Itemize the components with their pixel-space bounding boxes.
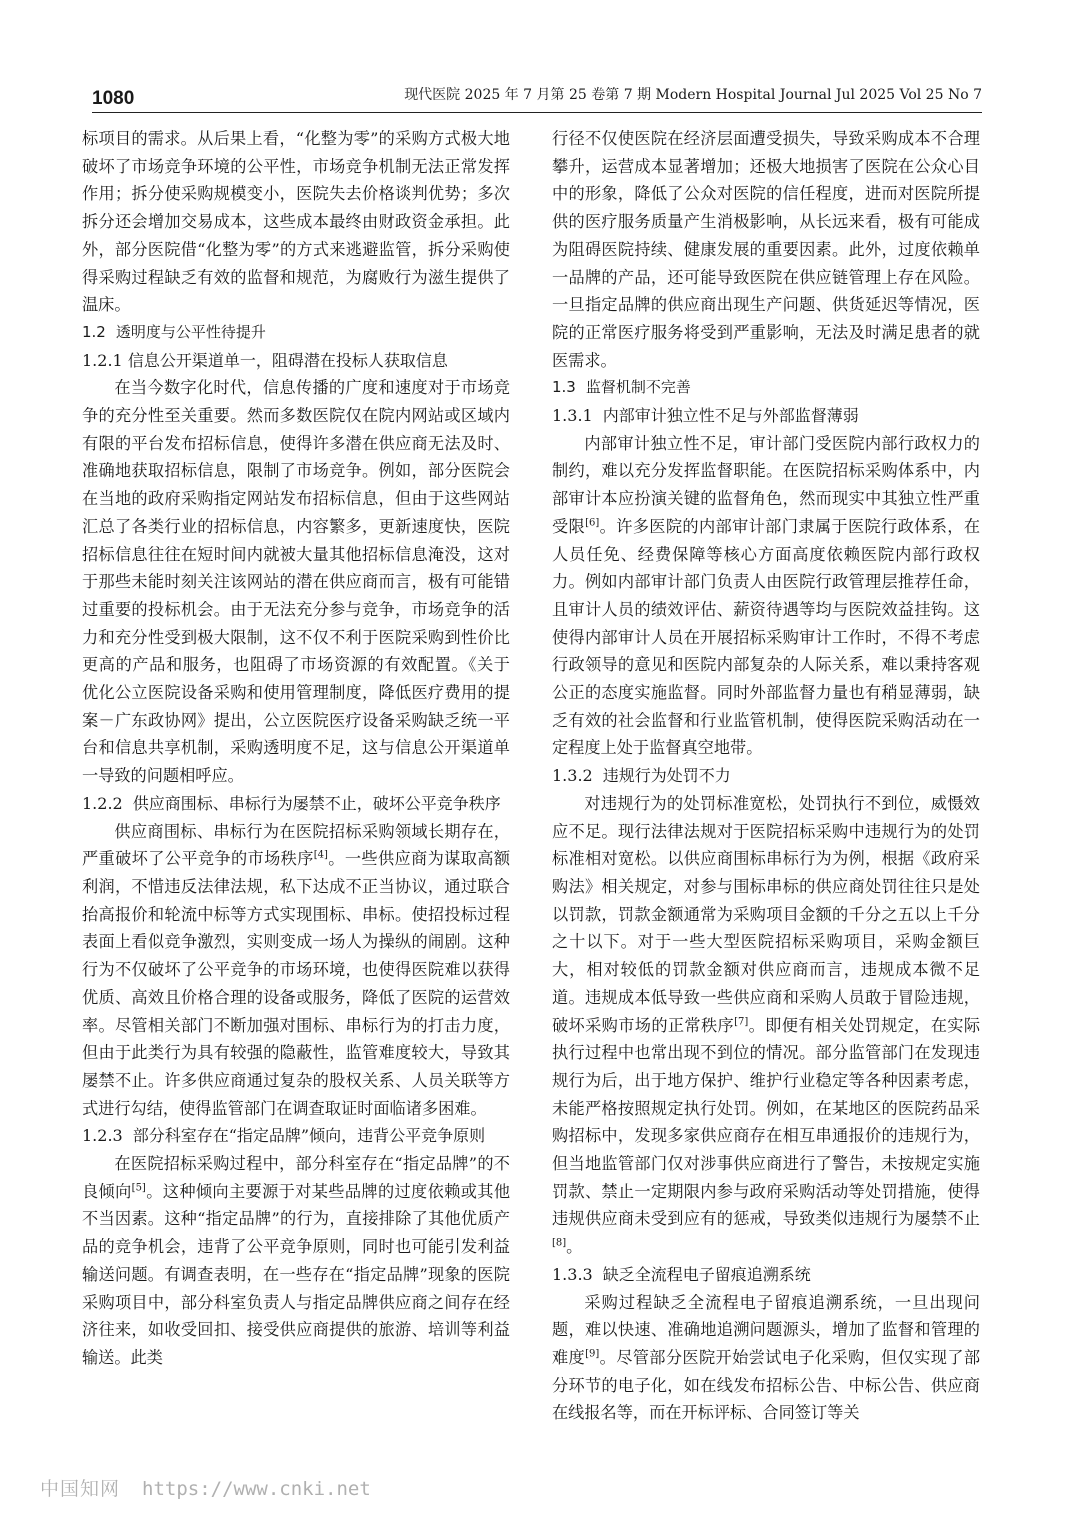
subsection-heading: 1.3.2 违规行为处罚不力 xyxy=(552,766,731,786)
paragraph: 标项目的需求。从后果上看，“化整为零”的采购方式极大地破坏了市场竞争环境的公平性，市场竞争机制无法正常发挥作用；拆分使采购规模变小，医院失去价格谈判优势；多次拆分还会增加交易成本，这些成本最终由财政资金承担。此外，部分医院借“化整为零”的方式来逃避监管，拆分采购使得采购过程缺乏有效的监督和规范，为腐败行为滋生提供了温床。 xyxy=(82,129,510,315)
paragraph: 内部审计独立性不足，审计部门受医院内部行政权力的制约，难以充分发挥监督职能。在医院招标采购体系中，内部审计本应扮演关键的监督角色，然而现实中其独立性严重受限[6]。许多医院的内部审计部门隶属于医院行政体系，在人员任免、经费保障等核心方面高度依赖医院内部行政权力。例如内部审计部门负责人由医院行政管理层推荐任命，且审计人员的绩效评估、薪资待遇等均与医院效益挂钩。这使得内部审计人员在开展招标采购审计工作时，不得不考虑行政领导的意见和医院内部复杂的人际关系，难以秉持客观公正的态度实施监督。同时外部监督力量也有稍显薄弱，缺乏有效的社会监督和行业监管机制，使得医院采购活动在一定程度上处于监督真空地带。 xyxy=(552,433,981,758)
paragraph: 在当今数字化时代，信息传播的广度和速度对于市场竞争的充分性至关重要。然而多数医院仅在院内网站或区域内有限的平台发布招标信息，使得许多潜在供应商无法及时、准确地获取招标信息，限制了市场竞争。例如，部分医院会在当地的政府采购指定网站发布招标信息，但由于这些网站汇总了各类行业的招标信息，内容繁多，更新速度快，医院招标信息往往在短时间内就被大量其他招标信息淹没，这对于那些未能时刻关注该网站的潜在供应商而言，极有可能错过重要的投标机会。由于无法充分参与竞争，市场竞争的活力和充分性受到极大限制，这不仅不利于医院采购到性价比更高的产品和服务，也阻碍了市场资源的有效配置。《关于优化公立医院设备采购和使用管理制度，降低医疗费用的提案－广东政协网》提出，公立医院医疗设备采购缺乏统一平台和信息共享机制，采购透明度不足，这与信息公开渠道单一导致的问题相呼应。 xyxy=(82,378,510,786)
running-head: 现代医院 2025 年 7 月第 25 卷第 7 期 Modern Hospital Journal Jul 2025 Vol 25 No 7 xyxy=(404,87,982,103)
citation: [8] xyxy=(552,1237,567,1249)
paragraph: 在医院招标采购过程中，部分科室存在“指定品牌”的不良倾向[5]。这种倾向主要源于对某些品牌的过度依赖或其他不当因素。这种“指定品牌”的行为，直接排除了其他优质产品的竞争机会，违背了公平竞争原则，同时也可能引发利益输送问题。有调查表明，在一些存在“指定品牌”现象的医院采购项目中，部分科室负责人与指定品牌供应商之间存在经济往来，如收受回扣、接受供应商提供的旅游、培训等利益输送。此类 xyxy=(82,1154,511,1367)
citation: [7] xyxy=(734,1016,749,1028)
subsection-heading: 1.3.1 内部审计独立性不足与外部监督薄弱 xyxy=(552,406,859,426)
footer-watermark xyxy=(40,1474,371,1501)
paragraph: 采购过程缺乏全流程电子留痕追溯系统，一旦出现问题，难以快速、准确地追溯问题源头，增加了监督和管理的难度[9]。尽管部分医院开始尝试电子化采购，但仅实现了部分环节的电子化，如在线发布招标公告、中标公告、供应商在线报名等，而在开标评标、合同签订等关 xyxy=(552,1292,981,1423)
section-heading: 1.2 透明度与公平性待提升 xyxy=(82,322,266,341)
page-number: 1080 xyxy=(92,88,135,109)
subsection-heading: 1.2.1 信息公开渠道单一，阻碍潜在投标人获取信息 xyxy=(82,350,448,370)
watermark-url: https://www.cnki.net xyxy=(142,1478,371,1500)
paragraph: 行径不仅使医院在经济层面遭受损失，导致采购成本不合理攀升，运营成本显著增加；还极大地损害了医院在公众心目中的形象，降低了公众对医院的信任程度，进而对医院所提供的医疗服务质量产生消极影响，从长远来看，极有可能成为阻碍医院持续、健康发展的重要因素。此外，过度依赖单一品牌的产品，还可能导致医院在供应链管理上存在风险。一旦指定品牌的供应商出现生产问题、供货延迟等情况，医院的正常医疗服务将受到严重影响，无法及时满足患者的就医需求。 xyxy=(552,129,980,370)
right-column xyxy=(552,125,980,1427)
citation: [9] xyxy=(585,1348,600,1360)
citation: [4] xyxy=(313,849,328,861)
watermark-logo-text: 中国知网 xyxy=(40,1478,121,1500)
header-rule xyxy=(92,112,982,113)
citation: [6] xyxy=(585,517,600,529)
subsection-heading: 1.3.3 缺乏全流程电子留痕追溯系统 xyxy=(552,1264,811,1284)
paragraph: 对违规行为的处罚标准宽松，处罚执行不到位，威慑效应不足。现行法律法规对于医院招标采购中违规行为的处罚标准相对宽松。以供应商围标串标行为为例，根据《政府采购法》相关规定，对参与围标串标的供应商处罚往往只是处以罚款，罚款金额通常为采购项目金额的千分之五以上千分之十以下。对于一些大型医院招标采购项目，采购金额巨大，相对较低的罚款金额对供应商而言，违规成本微不足道。违规成本低导致一些供应商和采购人员敢于冒险违规，破坏采购市场的正常秩序[7]。即便有相关处罚规定，在实际执行过程中也常出现不到位的情况。部分监管部门在发现违规行为后，出于地方保护、维护行业稳定等各种因素考虑，未能严格按照规定执行处罚。例如，在某地区的医院药品采购招标中，发现多家供应商存在相互串通报价的违规行为，但当地监管部门仅对涉事供应商进行了警告，未按规定实施罚款、禁止一定期限内参与政府采购活动等处罚措施，使得违规供应商未受到应有的惩戒，导致类似违规行为屡禁不止[8]。 xyxy=(552,793,981,1257)
left-column xyxy=(82,125,510,1372)
section-heading: 1.3 监督机制不完善 xyxy=(552,378,691,397)
citation: [5] xyxy=(131,1182,146,1194)
paragraph: 供应商围标、串标行为在医院招标采购领域长期存在，严重破坏了公平竞争的市场秩序[4]。一些供应商为谋取高额利润，不惜违反法律法规，私下达成不正当协议，通过联合抬高报价和轮流中标等方式实现围标、串标。使招投标过程表面上看似竞争激烈，实则变成一场人为操纵的闹剧。这种行为不仅破坏了公平竞争的市场环境，也使得医院难以获得优质、高效且价格合理的设备或服务，降低了医院的运营效率。尽管相关部门不断加强对围标、串标行为的打击力度，但由于此类行为具有较强的隐蔽性，监管难度较大，导致其屡禁不止。许多供应商通过复杂的股权关系、人员关联等方式进行勾结，使得监管部门在调查取证时面临诸多困难。 xyxy=(82,821,511,1118)
subsection-heading: 1.2.3 部分科室存在“指定品牌”倾向，违背公平竞争原则 xyxy=(82,1126,486,1146)
subsection-heading: 1.2.2 供应商围标、串标行为屡禁不止，破坏公平竞争秩序 xyxy=(82,793,501,813)
